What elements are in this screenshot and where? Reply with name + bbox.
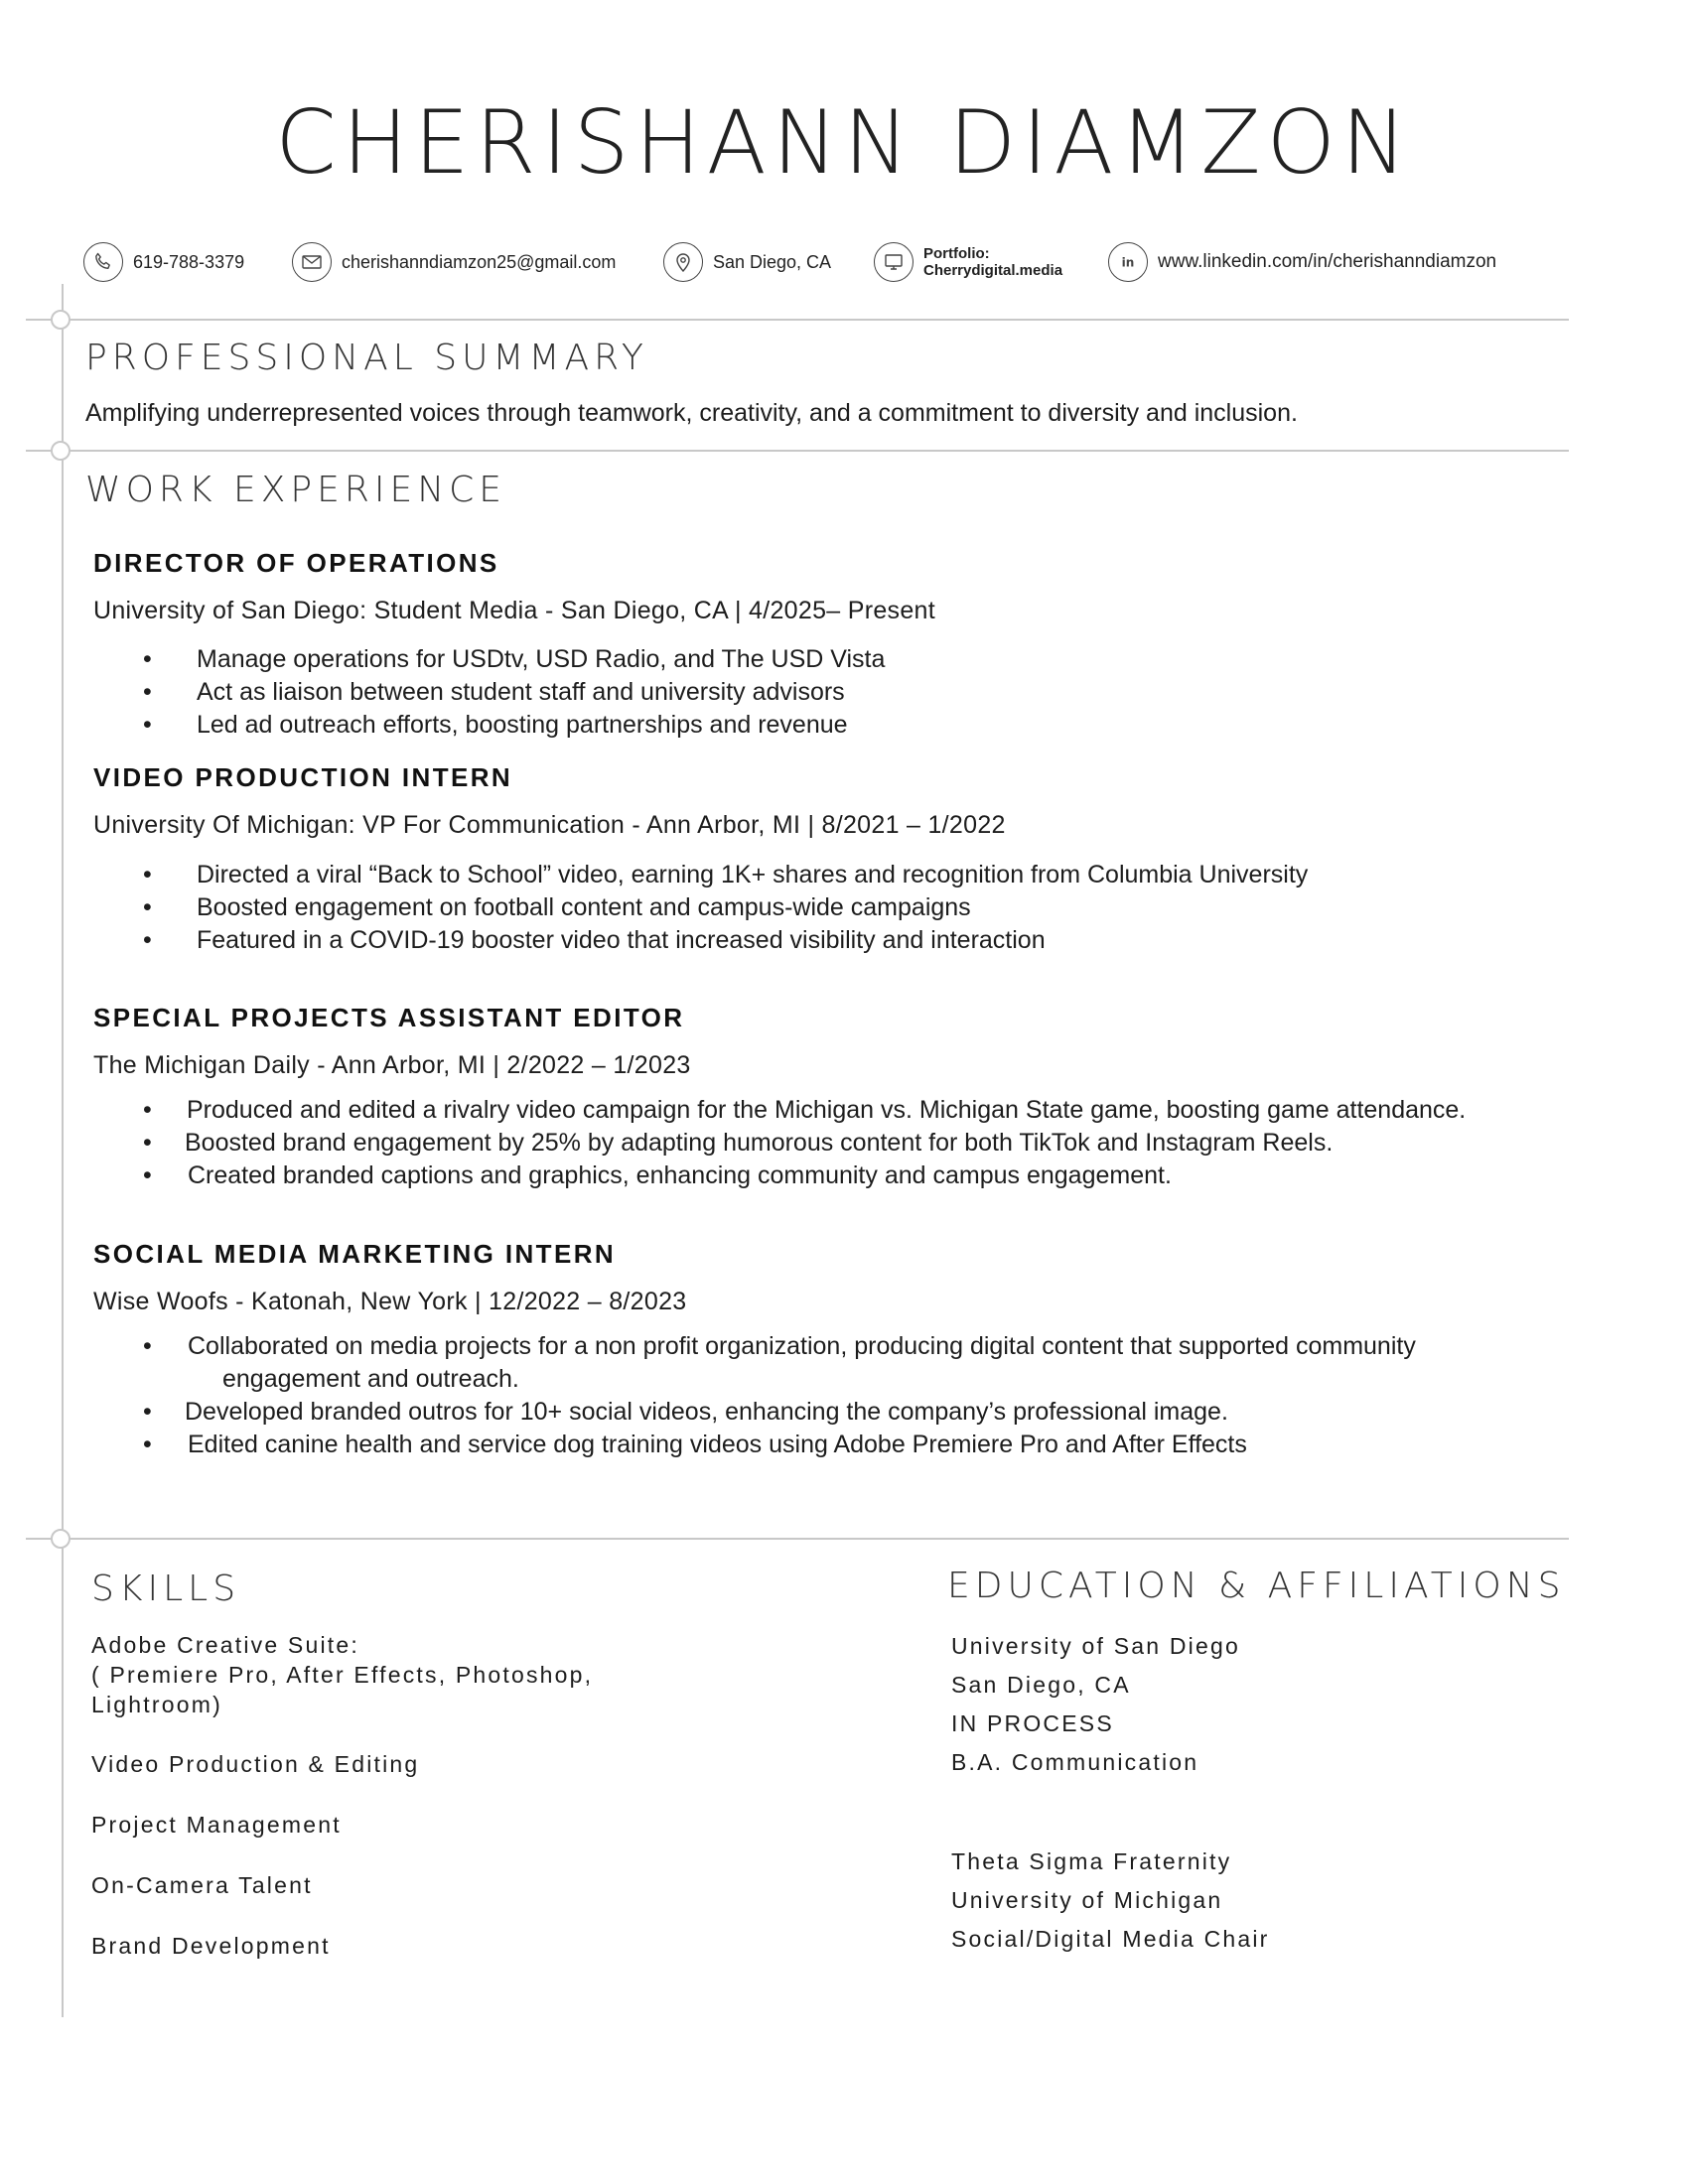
location-text: San Diego, CA bbox=[713, 251, 832, 272]
list-item: • Led ad outreach efforts, boosting partnerships and revenue bbox=[143, 711, 848, 739]
education-item: IN PROCESS bbox=[951, 1710, 1114, 1736]
list-item: • Developed branded outros for 10+ social videos, enhancing the company’s professional image. bbox=[143, 1398, 1228, 1426]
affiliation-item: Theta Sigma Fraternity bbox=[951, 1848, 1232, 1874]
phone-icon bbox=[83, 242, 123, 282]
job-bullets bbox=[0, 859, 1309, 957]
skill-item: Project Management bbox=[91, 1812, 342, 1838]
education-item: B.A. Communication bbox=[951, 1749, 1199, 1775]
job-org: The Michigan Daily - Ann Arbor, MI | 2/2022 – 1/2023 bbox=[93, 1051, 691, 1079]
email-address[interactable]: cherishanndiamzon25@gmail.com bbox=[342, 251, 617, 272]
job-title: DIRECTOR OF OPERATIONS bbox=[93, 548, 499, 578]
email-icon bbox=[292, 242, 332, 282]
list-item: engagement and outreach. bbox=[222, 1365, 519, 1393]
linkedin-icon bbox=[1108, 242, 1148, 282]
list-item: • Featured in a COVID-19 booster video that increased visibility and interaction bbox=[143, 926, 1046, 954]
list-item: • Boosted brand engagement by 25% by adapting humorous content for both TikTok and Instagram Reels. bbox=[143, 1129, 1334, 1157]
location-pin-icon bbox=[663, 242, 703, 282]
list-item: • Manage operations for USDtv, USD Radio, and The USD Vista bbox=[143, 645, 886, 673]
section-title-summary: PROFESSIONAL SUMMARY bbox=[85, 338, 648, 378]
phone-number[interactable]: 619-788-3379 bbox=[133, 251, 245, 272]
list-item: • Edited canine health and service dog training videos using Adobe Premiere Pro and After Effects bbox=[143, 1431, 1247, 1458]
affiliation-item: University of Michigan bbox=[951, 1887, 1223, 1913]
education-item: University of San Diego bbox=[951, 1633, 1240, 1659]
timeline-node bbox=[51, 441, 70, 461]
list-item: • Produced and edited a rivalry video campaign for the Michigan vs. Michigan State game, boosting game attendance. bbox=[143, 1096, 1467, 1124]
section-title-work: WORK EXPERIENCE bbox=[85, 470, 507, 510]
divider-work bbox=[26, 450, 1569, 452]
portfolio-label: Portfolio: bbox=[923, 245, 990, 262]
section-title-education: EDUCATION & AFFILIATIONS bbox=[947, 1566, 1566, 1606]
list-item: • Directed a viral “Back to School” video, earning 1K+ shares and recognition from Columbia University bbox=[143, 861, 1309, 888]
contact-email bbox=[292, 240, 616, 284]
skill-item: Brand Development bbox=[91, 1933, 331, 1959]
divider-skills bbox=[26, 1538, 1569, 1540]
skill-item: On-Camera Talent bbox=[91, 1872, 313, 1898]
skill-item: Lightroom) bbox=[91, 1692, 222, 1717]
contact-linkedin bbox=[1108, 240, 1496, 284]
job-title: SOCIAL MEDIA MARKETING INTERN bbox=[93, 1239, 617, 1269]
timeline-node bbox=[51, 1529, 70, 1549]
summary-text: Amplifying underrepresented voices through teamwork, creativity, and a commitment to diversity and inclusion. bbox=[85, 399, 1298, 427]
list-item: • Act as liaison between student staff and university advisors bbox=[143, 678, 845, 706]
monitor-icon bbox=[874, 242, 914, 282]
divider-summary bbox=[26, 319, 1569, 321]
linkedin-url[interactable]: www.linkedin.com/in/cherishanndiamzon bbox=[1158, 251, 1497, 272]
list-item: • Collaborated on media projects for a non profit organization, producing digital content that supported community bbox=[143, 1332, 1416, 1360]
skill-item: ( Premiere Pro, After Effects, Photoshop, bbox=[91, 1662, 594, 1688]
contact-location bbox=[663, 240, 831, 284]
job-title: SPECIAL PROJECTS ASSISTANT EDITOR bbox=[93, 1003, 685, 1032]
skill-item: Video Production & Editing bbox=[91, 1751, 420, 1777]
job-bullets bbox=[0, 1094, 1467, 1192]
portfolio-url[interactable]: Cherrydigital.media bbox=[923, 262, 1063, 279]
svg-text:in: in bbox=[1121, 255, 1135, 270]
education-item: San Diego, CA bbox=[951, 1672, 1131, 1698]
candidate-name: CHERISHANN DIAMZON bbox=[275, 91, 1413, 194]
portfolio-block[interactable] bbox=[923, 245, 1062, 279]
job-bullets bbox=[0, 1330, 1416, 1461]
contact-phone bbox=[83, 240, 244, 284]
job-bullets bbox=[0, 643, 886, 742]
skill-item: Adobe Creative Suite: bbox=[91, 1632, 359, 1658]
job-org: Wise Woofs - Katonah, New York | 12/2022 – 8/2023 bbox=[93, 1288, 687, 1315]
job-org: University of San Diego: Student Media - San Diego, CA | 4/2025– Present bbox=[93, 597, 936, 624]
list-item: • Boosted engagement on football content and campus-wide campaigns bbox=[143, 893, 971, 921]
contact-portfolio bbox=[874, 240, 1062, 284]
job-title: VIDEO PRODUCTION INTERN bbox=[93, 762, 513, 792]
list-item: • Created branded captions and graphics, enhancing community and campus engagement. bbox=[143, 1161, 1172, 1189]
timeline-node bbox=[51, 310, 70, 330]
affiliation-item: Social/Digital Media Chair bbox=[951, 1926, 1270, 1952]
job-org: University Of Michigan: VP For Communication - Ann Arbor, MI | 8/2021 – 1/2022 bbox=[93, 811, 1006, 839]
section-title-skills: SKILLS bbox=[91, 1569, 241, 1609]
